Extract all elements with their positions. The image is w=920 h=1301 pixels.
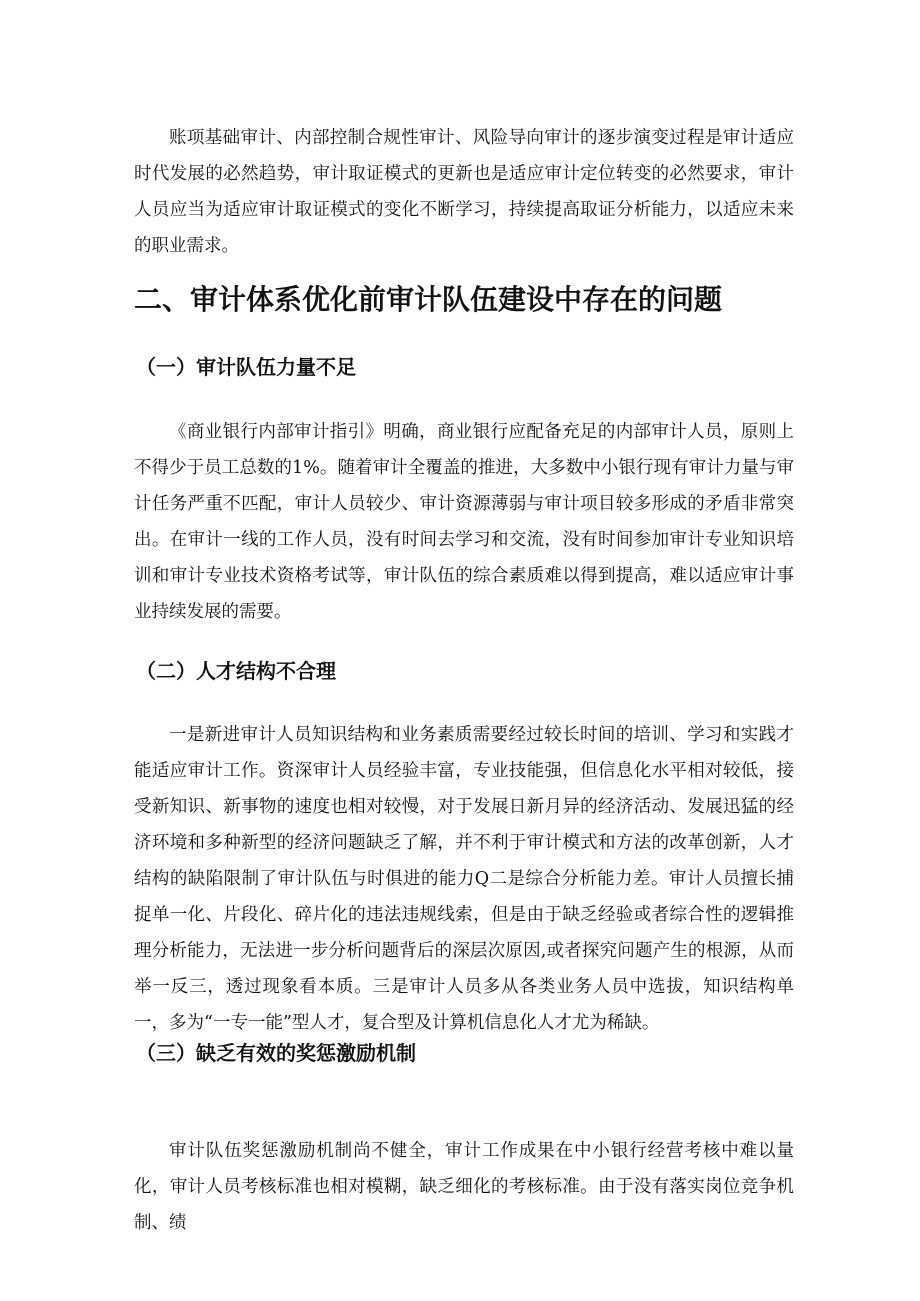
subsection-heading-3: （三）缺乏有效的奖惩激励机制 <box>136 1041 416 1065</box>
subsection-body-2: 一是新进审计人员知识结构和业务素质需要经过较长时间的培训、学习和实践才能适应审计工作。资深审计人员经验丰富，专业技能强，但信息化水平相对较低，接受新知识、新事物的速度也相对较慢，对于发展日新月异的经济活动、发展迅猛的经济环境和多种新型的经济问题缺乏了解，并不利于审计模式和方法的改革创新，人才结构的缺陷限制了审计队伍与时俱进的能力Q二是综合分析能力差。审计人员擅长捕捉单一化、片段化、碎片化的违法违规线索，但是由于缺乏经验或者综合性的逻辑推理分析能力，无法进一步分析问题背后的深层次原因,或者探究问题产生的根源，从而举一反三，透过现象看本质。三是审计人员多从各类业务人员中选拔，知识结构单一，多为“一专一能”型人才，复合型及计算机信息化人才尤为稀缺。 <box>134 725 794 1033</box>
section-heading: 二、审计体系优化前审计队伍建设中存在的问题 <box>134 283 723 316</box>
subsection-body-3: 审计队伍奖惩激励机制尚不健全，审计工作成果在中小银行经营考核中难以量化，审计人员考核标准也相对模糊，缺乏细化的考核标准。由于没有落实岗位竞争机制、绩 <box>134 1141 794 1233</box>
subsection-body-1: 《商业银行内部审计指引》明确，商业银行应配备充足的内部审计人员，原则上不得少于员工总数的1%。随着审计全覆盖的推进，大多数中小银行现有审计力量与审计任务严重不匹配，审计人员较少、审计资源薄弱与审计项目较多形成的矛盾非常突出。在审计一线的工作人员，没有时间去学习和交流，没有时间参加审计专业知识培训和审计专业技术资格考试等，审计队伍的综合素质难以得到提高，难以适应审计事业持续发展的需要。 <box>134 422 794 622</box>
subsection-heading-2: （二）人才结构不合理 <box>136 659 336 683</box>
subsection-heading-1: （一）审计队伍力量不足 <box>136 355 356 379</box>
intro-paragraph: 账项基础审计、内部控制合规性审计、风险导向审计的逐步演变过程是审计适应时代发展的必然趋势，审计取证模式的更新也是适应审计定位转变的必然要求，审计人员应当为适应审计取证模式的变化不断学习，持续提高取证分析能力，以适应未来的职业需求。 <box>134 128 794 256</box>
